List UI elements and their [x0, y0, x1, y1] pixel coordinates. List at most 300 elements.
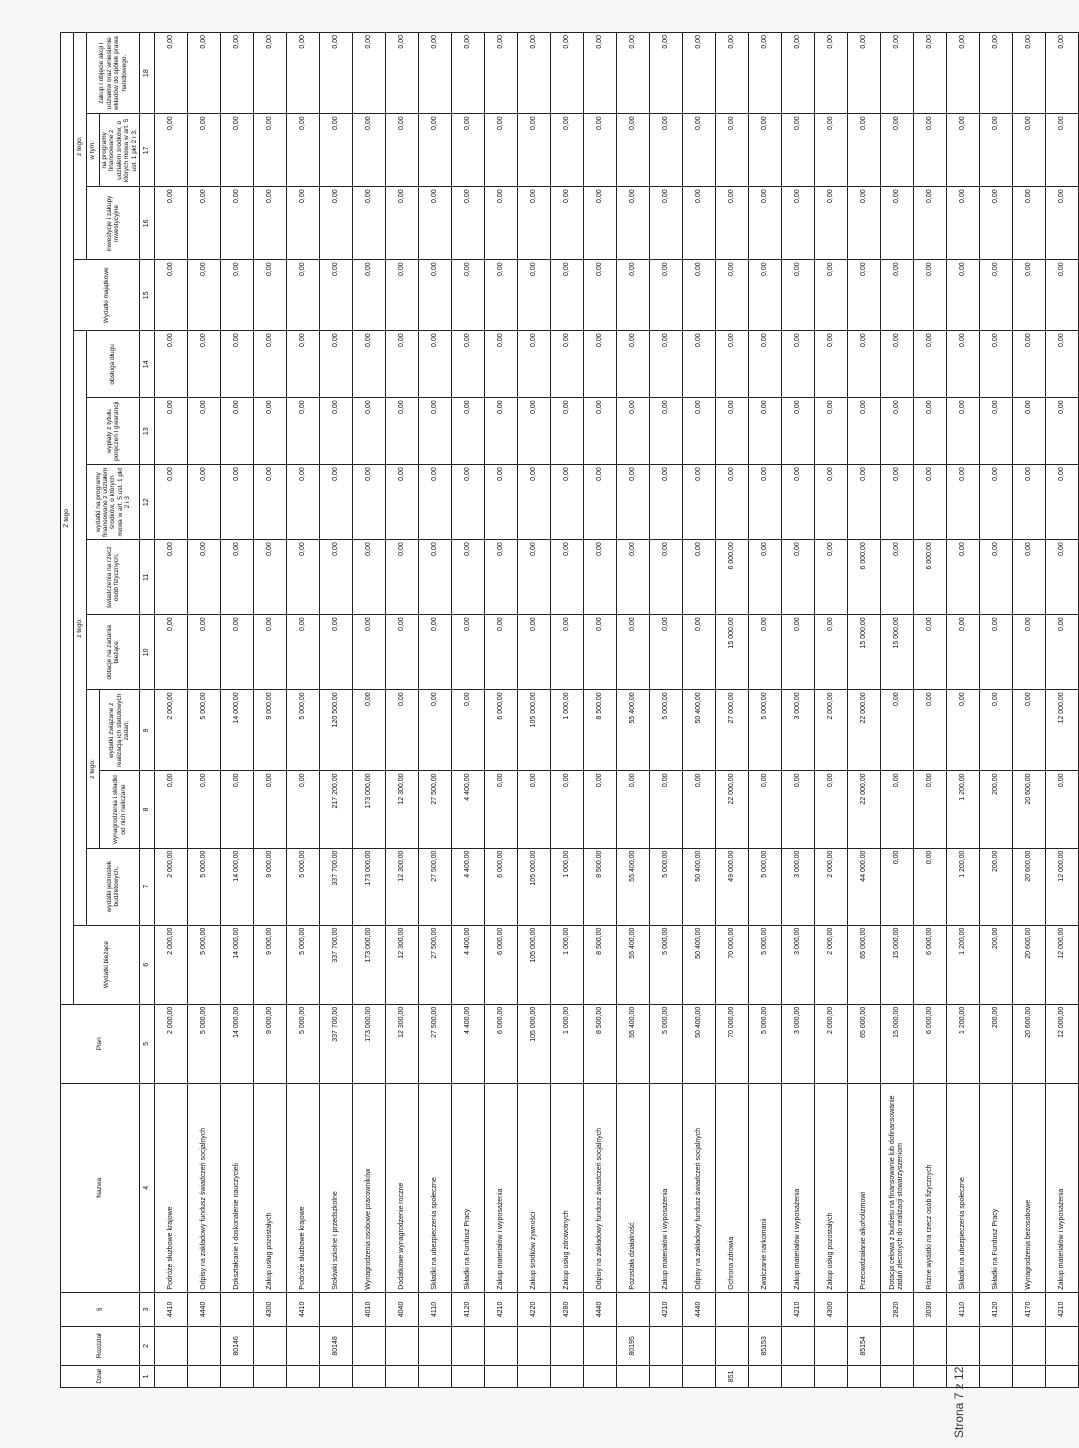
wynagrodzenia-cell: 0,00	[881, 771, 914, 848]
inwestycje-cell: 0,00	[518, 187, 551, 260]
inwestycje-cell: 0,00	[221, 187, 254, 260]
plan-cell: 1 000,00	[551, 1004, 584, 1083]
majatkowe-cell: 0,00	[683, 260, 716, 331]
table-row	[419, 33, 452, 1388]
plan-cell: 12 000,00	[1046, 1004, 1079, 1083]
dlug-cell: 0,00	[1013, 331, 1046, 398]
dlug-cell: 0,00	[221, 331, 254, 398]
table-row	[980, 33, 1013, 1388]
majatkowe-cell: 0,00	[1046, 260, 1079, 331]
paragraph-cell	[848, 1292, 881, 1326]
dzial-cell	[518, 1365, 551, 1387]
dlug-cell: 0,00	[881, 331, 914, 398]
programy-cell: 0,00	[815, 465, 848, 540]
inwestycje-cell: 0,00	[353, 187, 386, 260]
inwestycje-cell: 0,00	[386, 187, 419, 260]
paragraph-cell	[749, 1292, 782, 1326]
poreczenia-cell: 0,00	[287, 398, 320, 465]
name-cell: Składki na Fundusz Pracy	[980, 1083, 1013, 1292]
akcje-cell: 0,00	[551, 33, 584, 114]
swiadczenia-cell: 0,00	[287, 540, 320, 615]
wynagrodzenia-cell: 27 500,00	[419, 771, 452, 848]
paragraph-cell: 4440	[683, 1292, 716, 1326]
rozdzial-cell	[980, 1327, 1013, 1366]
wynagrodzenia-cell: 0,00	[815, 771, 848, 848]
dotacje-cell: 0,00	[188, 615, 221, 690]
wynagrodzenia-cell: 0,00	[254, 771, 287, 848]
akcje-cell: 0,00	[914, 33, 947, 114]
paragraph-cell: 4110	[419, 1292, 452, 1326]
rozdzial-cell: 85154	[848, 1327, 881, 1366]
jednostek-cell: 9 000,00	[254, 848, 287, 925]
table-row	[815, 33, 848, 1388]
column-number: 4	[140, 1083, 155, 1292]
swiadczenia-cell: 0,00	[518, 540, 551, 615]
header-z-tego-biezace: z tego:	[74, 331, 87, 925]
dlug-cell: 0,00	[683, 331, 716, 398]
majatkowe-cell: 0,00	[947, 260, 980, 331]
akcje-cell: 0,00	[716, 33, 749, 114]
programy-cell: 0,00	[914, 465, 947, 540]
poreczenia-cell: 0,00	[452, 398, 485, 465]
dzial-cell	[485, 1365, 518, 1387]
jednostek-cell: 0,00	[881, 848, 914, 925]
header-plan: Plan	[61, 1004, 140, 1083]
plan-cell: 4 400,00	[452, 1004, 485, 1083]
poreczenia-cell: 0,00	[947, 398, 980, 465]
name-cell: Składki na ubezpieczenia społeczne	[419, 1083, 452, 1292]
swiadczenia-cell: 0,00	[386, 540, 419, 615]
poreczenia-cell: 0,00	[848, 398, 881, 465]
wynagrodzenia-cell: 173 000,00	[353, 771, 386, 848]
inwestycje-cell: 0,00	[749, 187, 782, 260]
name-cell: Składki na Fundusz Pracy	[452, 1083, 485, 1292]
header-z-tego-majatkowe: z tego:	[74, 33, 87, 260]
inwest-programy-cell: 0,00	[584, 114, 617, 187]
paragraph-cell: 4210	[1046, 1292, 1079, 1326]
header-wynagrodzenia: wynagrodzenia i składki od nich naliczane	[100, 771, 140, 848]
rozdzial-cell	[782, 1327, 815, 1366]
swiadczenia-cell: 0,00	[980, 540, 1013, 615]
programy-cell: 0,00	[881, 465, 914, 540]
header-rozdzial: Rozdział	[61, 1327, 140, 1366]
inwestycje-cell: 0,00	[914, 187, 947, 260]
biezace-cell: 12 300,00	[386, 925, 419, 1004]
dotacje-cell: 0,00	[683, 615, 716, 690]
name-cell: Zakup środków żywności	[518, 1083, 551, 1292]
inwestycje-cell: 0,00	[485, 187, 518, 260]
akcje-cell: 0,00	[287, 33, 320, 114]
table-row	[287, 33, 320, 1388]
jednostek-cell: 5 000,00	[650, 848, 683, 925]
plan-cell: 337 700,00	[320, 1004, 353, 1083]
biezace-cell: 20 600,00	[1013, 925, 1046, 1004]
inwestycje-cell: 0,00	[848, 187, 881, 260]
name-cell: Pozostała działalność	[617, 1083, 650, 1292]
dzial-cell	[320, 1365, 353, 1387]
header-swiadczenia: świadczenia na rzecz osób fizycznych;	[87, 540, 140, 615]
swiadczenia-cell: 0,00	[683, 540, 716, 615]
inwest-programy-cell: 0,00	[815, 114, 848, 187]
akcje-cell: 0,00	[221, 33, 254, 114]
dzial-cell	[221, 1365, 254, 1387]
header-dzial: Dział	[61, 1365, 140, 1387]
rozdzial-cell	[551, 1327, 584, 1366]
inwestycje-cell: 0,00	[881, 187, 914, 260]
paragraph-cell: 4410	[155, 1292, 188, 1326]
inwestycje-cell: 0,00	[617, 187, 650, 260]
plan-cell: 9 000,00	[254, 1004, 287, 1083]
plan-cell: 2 000,00	[155, 1004, 188, 1083]
biezace-cell: 5 000,00	[650, 925, 683, 1004]
inwestycje-cell: 0,00	[683, 187, 716, 260]
dotacje-cell: 0,00	[452, 615, 485, 690]
dlug-cell: 0,00	[749, 331, 782, 398]
column-number: 7	[140, 848, 155, 925]
name-cell: Dodatkowe wynagrodzenie roczne	[386, 1083, 419, 1292]
paragraph-cell: 4170	[1013, 1292, 1046, 1326]
biezace-cell: 6 000,00	[914, 925, 947, 1004]
dzial-cell	[386, 1365, 419, 1387]
zwiazane-cell: 0,00	[353, 690, 386, 771]
inwest-programy-cell: 0,00	[386, 114, 419, 187]
zwiazane-cell: 50 400,00	[683, 690, 716, 771]
biezace-cell: 65 000,00	[848, 925, 881, 1004]
jednostek-cell: 2 000,00	[155, 848, 188, 925]
programy-cell: 0,00	[980, 465, 1013, 540]
poreczenia-cell: 0,00	[716, 398, 749, 465]
majatkowe-cell: 0,00	[254, 260, 287, 331]
dlug-cell: 0,00	[452, 331, 485, 398]
paragraph-cell: 4220	[518, 1292, 551, 1326]
jednostek-cell: 20 600,00	[1013, 848, 1046, 925]
wynagrodzenia-cell: 0,00	[782, 771, 815, 848]
inwest-programy-cell: 0,00	[221, 114, 254, 187]
plan-cell: 3 000,00	[782, 1004, 815, 1083]
biezace-cell: 9 000,00	[254, 925, 287, 1004]
poreczenia-cell: 0,00	[1046, 398, 1079, 465]
zwiazane-cell: 22 000,00	[848, 690, 881, 771]
dotacje-cell: 15 000,00	[848, 615, 881, 690]
akcje-cell: 0,00	[881, 33, 914, 114]
table-row	[650, 33, 683, 1388]
akcje-cell: 0,00	[650, 33, 683, 114]
column-number: 18	[140, 33, 155, 114]
swiadczenia-cell: 0,00	[452, 540, 485, 615]
name-cell: Różne wydatki na rzecz osób fizycznych	[914, 1083, 947, 1292]
table-row	[254, 33, 287, 1388]
akcje-cell: 0,00	[485, 33, 518, 114]
header-paragraph: §	[61, 1292, 140, 1326]
akcje-cell: 0,00	[683, 33, 716, 114]
swiadczenia-cell: 6 000,00	[848, 540, 881, 615]
table-body	[155, 33, 1079, 1388]
swiadczenia-cell: 0,00	[1013, 540, 1046, 615]
biezace-cell: 1 000,00	[551, 925, 584, 1004]
jednostek-cell: 14 000,00	[221, 848, 254, 925]
column-number: 16	[140, 187, 155, 260]
dotacje-cell: 0,00	[320, 615, 353, 690]
plan-cell: 8 500,00	[584, 1004, 617, 1083]
wynagrodzenia-cell: 0,00	[1046, 771, 1079, 848]
poreczenia-cell: 0,00	[254, 398, 287, 465]
plan-cell: 200,00	[980, 1004, 1013, 1083]
poreczenia-cell: 0,00	[386, 398, 419, 465]
inwestycje-cell: 0,00	[254, 187, 287, 260]
dlug-cell: 0,00	[419, 331, 452, 398]
programy-cell: 0,00	[188, 465, 221, 540]
plan-cell: 70 000,00	[716, 1004, 749, 1083]
wynagrodzenia-cell: 0,00	[485, 771, 518, 848]
programy-cell: 0,00	[749, 465, 782, 540]
zwiazane-cell: 120 500,00	[320, 690, 353, 771]
akcje-cell: 0,00	[749, 33, 782, 114]
biezace-cell: 55 400,00	[617, 925, 650, 1004]
programy-cell: 0,00	[551, 465, 584, 540]
inwest-programy-cell: 0,00	[1013, 114, 1046, 187]
jednostek-cell: 105 000,00	[518, 848, 551, 925]
column-number: 17	[140, 114, 155, 187]
name-cell: Stołówki szkolne i przedszkolne	[320, 1083, 353, 1292]
poreczenia-cell: 0,00	[683, 398, 716, 465]
inwest-programy-cell: 0,00	[353, 114, 386, 187]
programy-cell: 0,00	[221, 465, 254, 540]
swiadczenia-cell: 0,00	[1046, 540, 1079, 615]
header-wydatki-programy: wydatki na programy finansowane z udziałem środków, o których mowa w art. 5 ust. 1 pkt 2 i 3	[87, 465, 140, 540]
name-cell: Wynagrodzenia osobowe pracowników	[353, 1083, 386, 1292]
dlug-cell: 0,00	[518, 331, 551, 398]
dotacje-cell: 0,00	[617, 615, 650, 690]
majatkowe-cell: 0,00	[188, 260, 221, 331]
paragraph-cell: 4210	[485, 1292, 518, 1326]
jednostek-cell: 44 000,00	[848, 848, 881, 925]
dzial-cell	[1046, 1365, 1079, 1387]
jednostek-cell: 5 000,00	[287, 848, 320, 925]
majatkowe-cell: 0,00	[452, 260, 485, 331]
header-poreczenia: wypłaty z tytułu poręczeń i gwarancji	[87, 398, 140, 465]
akcje-cell: 0,00	[353, 33, 386, 114]
biezace-cell: 14 000,00	[221, 925, 254, 1004]
table-row	[1013, 33, 1046, 1388]
dzial-cell	[254, 1365, 287, 1387]
poreczenia-cell: 0,00	[518, 398, 551, 465]
paragraph-cell: 4110	[947, 1292, 980, 1326]
majatkowe-cell: 0,00	[518, 260, 551, 331]
rozdzial-cell	[650, 1327, 683, 1366]
dlug-cell: 0,00	[782, 331, 815, 398]
dotacje-cell: 0,00	[155, 615, 188, 690]
dlug-cell: 0,00	[716, 331, 749, 398]
swiadczenia-cell: 0,00	[320, 540, 353, 615]
akcje-cell: 0,00	[1013, 33, 1046, 114]
paragraph-cell: 4300	[254, 1292, 287, 1326]
rozdzial-cell	[485, 1327, 518, 1366]
inwestycje-cell: 0,00	[188, 187, 221, 260]
swiadczenia-cell: 0,00	[650, 540, 683, 615]
poreczenia-cell: 0,00	[617, 398, 650, 465]
programy-cell: 0,00	[584, 465, 617, 540]
jednostek-cell: 49 000,00	[716, 848, 749, 925]
majatkowe-cell: 0,00	[551, 260, 584, 331]
column-number: 10	[140, 615, 155, 690]
plan-cell: 173 000,00	[353, 1004, 386, 1083]
programy-cell: 0,00	[716, 465, 749, 540]
swiadczenia-cell: 0,00	[353, 540, 386, 615]
biezace-cell: 27 500,00	[419, 925, 452, 1004]
dzial-cell	[782, 1365, 815, 1387]
swiadczenia-cell: 0,00	[584, 540, 617, 615]
zwiazane-cell: 0,00	[386, 690, 419, 771]
majatkowe-cell: 0,00	[353, 260, 386, 331]
header-dotacje: dotacje na zadania bieżące	[87, 615, 140, 690]
majatkowe-cell: 0,00	[848, 260, 881, 331]
wynagrodzenia-cell: 0,00	[584, 771, 617, 848]
dotacje-cell: 0,00	[914, 615, 947, 690]
inwest-programy-cell: 0,00	[1046, 114, 1079, 187]
programy-cell: 0,00	[287, 465, 320, 540]
table-row	[155, 33, 188, 1388]
inwest-programy-cell: 0,00	[419, 114, 452, 187]
jednostek-cell: 12 300,00	[386, 848, 419, 925]
rozdzial-cell	[881, 1327, 914, 1366]
swiadczenia-cell: 0,00	[815, 540, 848, 615]
dlug-cell: 0,00	[551, 331, 584, 398]
column-number: 13	[140, 398, 155, 465]
biezace-cell: 50 400,00	[683, 925, 716, 1004]
column-number: 5	[140, 1004, 155, 1083]
jednostek-cell: 55 400,00	[617, 848, 650, 925]
swiadczenia-cell: 0,00	[749, 540, 782, 615]
inwestycje-cell: 0,00	[287, 187, 320, 260]
column-number: 3	[140, 1292, 155, 1326]
table-row	[947, 33, 980, 1388]
name-cell: Odpisy na zakładowy fundusz świadczeń socjalnych	[188, 1083, 221, 1292]
majatkowe-cell: 0,00	[419, 260, 452, 331]
plan-cell: 105 000,00	[518, 1004, 551, 1083]
dzial-cell: 851	[716, 1365, 749, 1387]
table-row	[221, 33, 254, 1388]
header-z-tego-main: Z tego	[61, 33, 74, 1005]
zwiazane-cell: 0,00	[419, 690, 452, 771]
name-cell: Zakup materiałów i wyposażenia	[650, 1083, 683, 1292]
inwestycje-cell: 0,00	[716, 187, 749, 260]
programy-cell: 0,00	[485, 465, 518, 540]
header-programy-inwest: na programy finansowane z udziałem środków, o których mowa w art. 5 ust. 1 pkt 2 i 3,	[100, 114, 140, 187]
biezace-cell: 105 000,00	[518, 925, 551, 1004]
majatkowe-cell: 0,00	[749, 260, 782, 331]
name-cell: Zakup materiałów i wyposażenia	[1046, 1083, 1079, 1292]
programy-cell: 0,00	[650, 465, 683, 540]
dlug-cell: 0,00	[254, 331, 287, 398]
paragraph-cell: 4440	[584, 1292, 617, 1326]
dlug-cell: 0,00	[155, 331, 188, 398]
rozdzial-cell	[716, 1327, 749, 1366]
table-row	[551, 33, 584, 1388]
name-cell: Zakup usług zdrowotnych	[551, 1083, 584, 1292]
paragraph-cell: 4440	[188, 1292, 221, 1326]
dzial-cell	[881, 1365, 914, 1387]
plan-cell: 50 400,00	[683, 1004, 716, 1083]
page-number: Strona 7 z 12	[952, 1366, 966, 1438]
wynagrodzenia-cell: 1 200,00	[947, 771, 980, 848]
name-cell: Zakup materiałów i wyposażenia	[485, 1083, 518, 1292]
inwest-programy-cell: 0,00	[155, 114, 188, 187]
swiadczenia-cell: 6 000,00	[914, 540, 947, 615]
biezace-cell: 15 000,00	[881, 925, 914, 1004]
name-cell: Zwalczanie narkomanii	[749, 1083, 782, 1292]
dzial-cell	[419, 1365, 452, 1387]
dotacje-cell: 0,00	[485, 615, 518, 690]
majatkowe-cell: 0,00	[287, 260, 320, 331]
name-cell: Odpisy na zakładowy fundusz świadczeń socjalnych	[683, 1083, 716, 1292]
inwest-programy-cell: 0,00	[518, 114, 551, 187]
wynagrodzenia-cell: 0,00	[683, 771, 716, 848]
poreczenia-cell: 0,00	[485, 398, 518, 465]
paragraph-cell	[221, 1292, 254, 1326]
rozdzial-cell	[287, 1327, 320, 1366]
rozdzial-cell	[815, 1327, 848, 1366]
dzial-cell	[551, 1365, 584, 1387]
paragraph-cell: 4210	[782, 1292, 815, 1326]
table-row	[914, 33, 947, 1388]
zwiazane-cell: 1 000,00	[551, 690, 584, 771]
swiadczenia-cell: 0,00	[947, 540, 980, 615]
swiadczenia-cell: 0,00	[221, 540, 254, 615]
inwest-programy-cell: 0,00	[749, 114, 782, 187]
inwest-programy-cell: 0,00	[716, 114, 749, 187]
akcje-cell: 0,00	[815, 33, 848, 114]
rozdzial-cell	[1013, 1327, 1046, 1366]
zwiazane-cell: 55 400,00	[617, 690, 650, 771]
akcje-cell: 0,00	[419, 33, 452, 114]
inwest-programy-cell: 0,00	[551, 114, 584, 187]
dzial-cell	[848, 1365, 881, 1387]
zwiazane-cell: 12 000,00	[1046, 690, 1079, 771]
majatkowe-cell: 0,00	[386, 260, 419, 331]
jednostek-cell: 200,00	[980, 848, 1013, 925]
header-wydatki-majatkowe: Wydatki majątkowe	[74, 260, 140, 331]
jednostek-cell: 3 000,00	[782, 848, 815, 925]
wynagrodzenia-cell: 217 200,00	[320, 771, 353, 848]
akcje-cell: 0,00	[320, 33, 353, 114]
majatkowe-cell: 0,00	[584, 260, 617, 331]
header-wydatki-jednostek: wydatki jednostek budżetowych,	[87, 848, 140, 925]
zwiazane-cell: 0,00	[881, 690, 914, 771]
biezace-cell: 2 000,00	[815, 925, 848, 1004]
wynagrodzenia-cell: 12 300,00	[386, 771, 419, 848]
dzial-cell	[1013, 1365, 1046, 1387]
inwest-programy-cell: 0,00	[188, 114, 221, 187]
paragraph-cell	[716, 1292, 749, 1326]
table-row	[452, 33, 485, 1388]
paragraph-cell: 4010	[353, 1292, 386, 1326]
dotacje-cell: 0,00	[419, 615, 452, 690]
name-cell: Zakup materiałów i wyposażenia	[782, 1083, 815, 1292]
majatkowe-cell: 0,00	[485, 260, 518, 331]
programy-cell: 0,00	[782, 465, 815, 540]
table-row	[617, 33, 650, 1388]
jednostek-cell: 27 500,00	[419, 848, 452, 925]
swiadczenia-cell: 6 000,00	[716, 540, 749, 615]
column-number: 9	[140, 690, 155, 771]
column-number: 1	[140, 1365, 155, 1387]
majatkowe-cell: 0,00	[320, 260, 353, 331]
rozdzial-cell	[1046, 1327, 1079, 1366]
column-number: 8	[140, 771, 155, 848]
jednostek-cell: 8 500,00	[584, 848, 617, 925]
header-obsluga-dlugu: obsługa długu	[87, 331, 140, 398]
table-row	[353, 33, 386, 1388]
